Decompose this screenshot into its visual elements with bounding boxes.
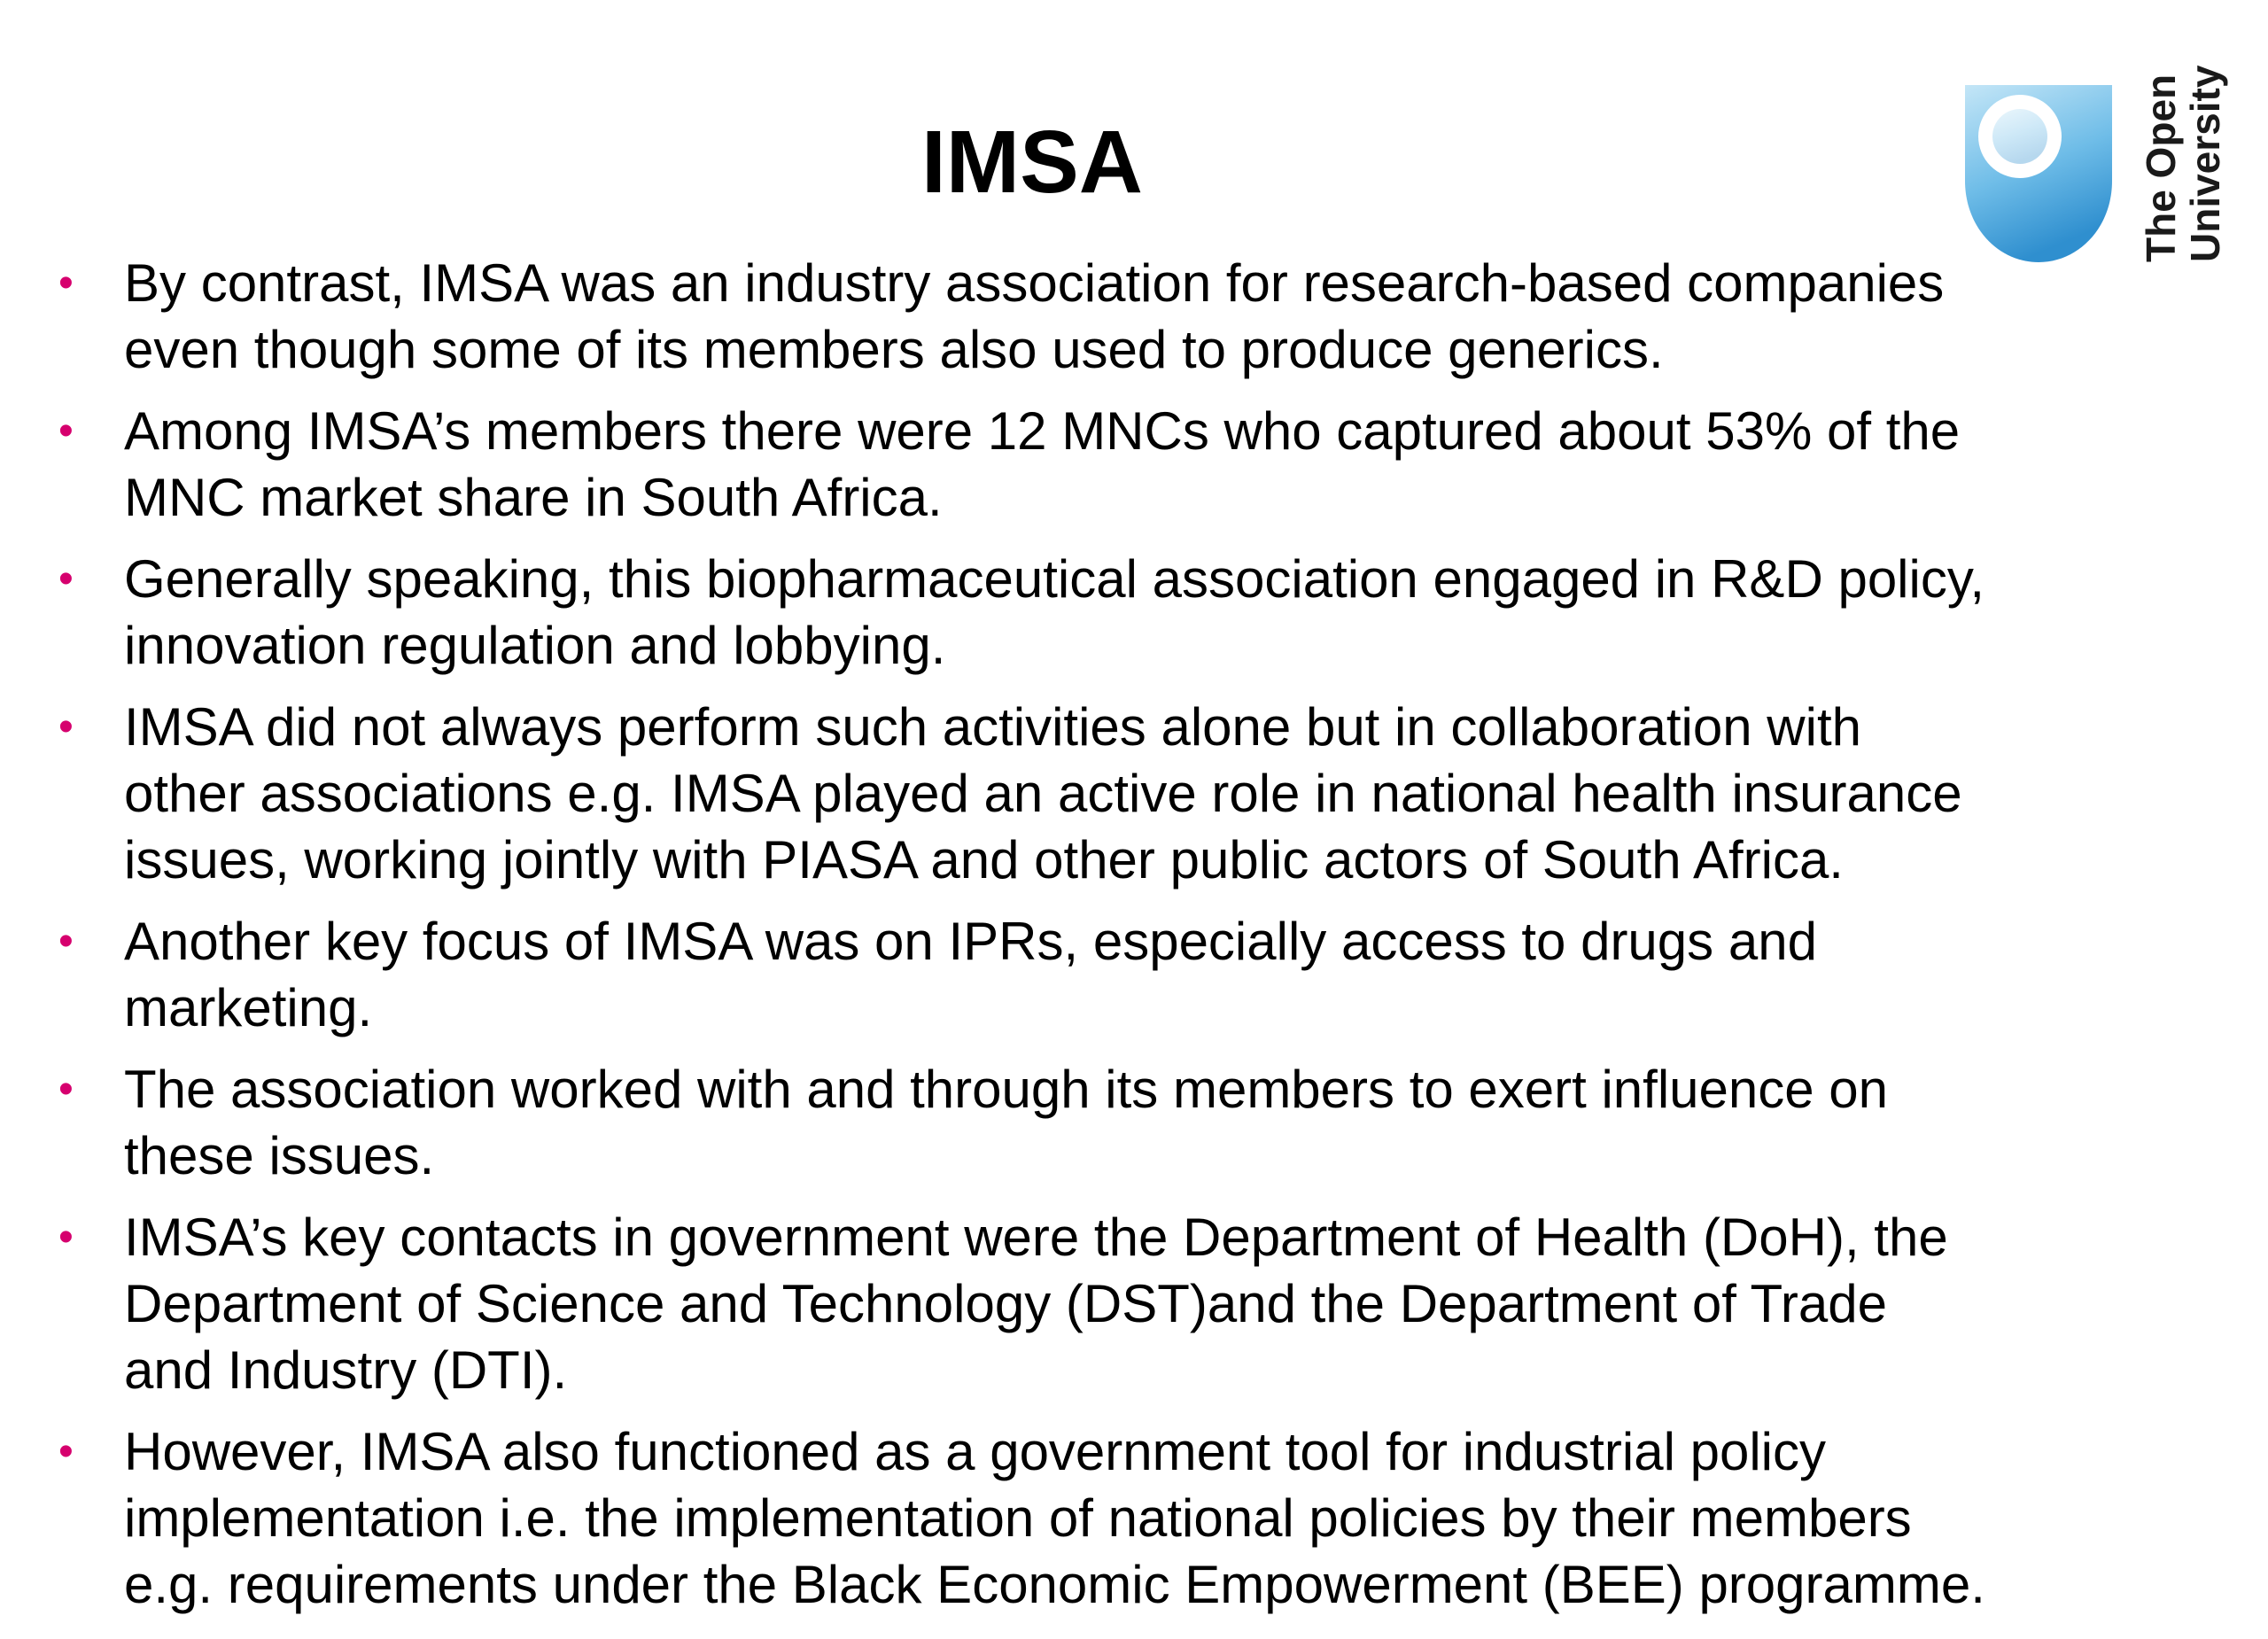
bullet-text-line: The association worked with and through its members to exert influence on [124,1060,1889,1119]
slide-title: IMSA [921,113,1143,212]
bullet-item [0,908,2126,1041]
bullet-text-line: issues, working jointly with PIASA and other public actors of South Africa. [124,830,1844,889]
bullet-text-line: marketing. [124,978,373,1037]
bullet-text-line: Among IMSA’s members there were 12 MNCs who captured about 53% of the [124,401,1961,461]
bullet-item [0,250,2126,383]
bullet-text-line: By contrast, IMSA was an industry association for research-based companies [124,253,1945,313]
bullet-dot-icon: • [58,260,74,307]
bullet-item [0,1056,2126,1189]
bullet-item [0,694,2126,893]
bullet-dot-icon: • [58,1066,74,1113]
bullet-text-line: e.g. requirements under the Black Economic Empowerment (BEE) programme. [124,1555,1985,1614]
bullet-text-line: Generally speaking, this biopharmaceutical association engaged in R&D policy, [124,549,1985,609]
bullet-text-line: and Industry (DTI). [124,1340,568,1400]
bullet-text-line: these issues. [124,1126,435,1185]
logo-wordmark [2139,66,2227,262]
bullet-dot-icon: • [58,703,74,750]
bullet-item [0,1204,2126,1403]
bullet-text-line: However, IMSA also functioned as a government tool for industrial policy [124,1422,1826,1481]
logo-line-1: The Open [2138,74,2184,262]
bullet-dot-icon: • [58,408,74,454]
bullet-list [0,250,2126,1633]
bullet-text-line: other associations e.g. IMSA played an active role in national health insurance [124,764,1962,823]
bullet-text-line: innovation regulation and lobbying. [124,616,946,675]
bullet-dot-icon: • [58,1428,74,1475]
bullet-text-line: IMSA’s key contacts in government were the Department of Health (DoH), the [124,1208,1948,1267]
bullet-text-line: implementation i.e. the implementation of national policies by their members [124,1488,1912,1548]
open-university-shield-icon [1961,82,2116,266]
bullet-item [0,1418,2126,1618]
bullet-item [0,546,2126,679]
bullet-text-line: IMSA did not always perform such activities alone but in collaboration with [124,697,1861,757]
bullet-text-line: MNC market share in South Africa. [124,468,943,527]
logo-line-2: University [2182,65,2228,262]
bullet-text-line: even though some of its members also used to produce generics. [124,320,1664,379]
bullet-item [0,398,2126,531]
bullet-dot-icon: • [58,918,74,965]
open-university-logo [1961,65,2228,276]
bullet-text-line: Department of Science and Technology (DST)and the Department of Trade [124,1274,1887,1333]
bullet-dot-icon: • [58,555,74,602]
bullet-dot-icon: • [58,1214,74,1261]
bullet-text-line: Another key focus of IMSA was on IPRs, especially access to drugs and [124,912,1817,971]
